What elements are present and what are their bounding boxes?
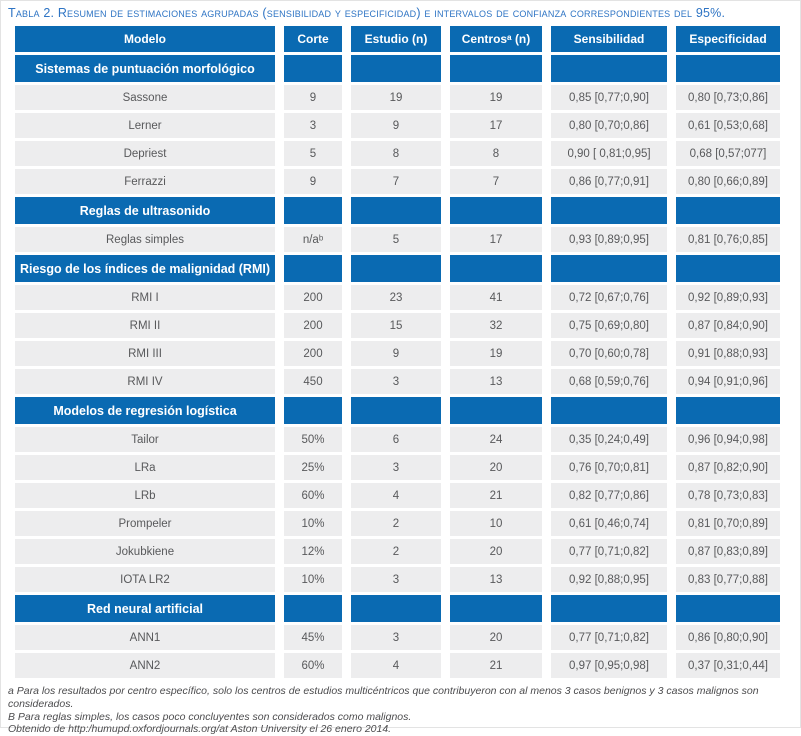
section-row (15, 255, 780, 282)
section-empty-cell (551, 197, 667, 224)
value-cell: 19 (450, 85, 542, 110)
section-empty-cell (450, 397, 542, 424)
value-cell: 3 (351, 567, 441, 592)
value-cell: 0,61 [0,46;0,74] (551, 511, 667, 536)
value-cell: 2 (351, 539, 441, 564)
model-cell: LRa (15, 455, 275, 480)
model-cell: ANN2 (15, 653, 275, 678)
value-cell: 10 (450, 511, 542, 536)
data-row (15, 169, 780, 194)
value-cell: 32 (450, 313, 542, 338)
value-cell: 0,76 [0,70;0,81] (551, 455, 667, 480)
value-cell: 41 (450, 285, 542, 310)
model-cell: LRb (15, 483, 275, 508)
model-cell: RMI III (15, 341, 275, 366)
value-cell: 0,96 [0,94;0,98] (676, 427, 780, 452)
data-row (15, 341, 780, 366)
value-cell: 12% (284, 539, 342, 564)
section-empty-cell (676, 197, 780, 224)
model-cell: RMI IV (15, 369, 275, 394)
table-title: Tabla 2. Resumen de estimaciones agrupadas (sensibilidad y especificidad) e intervalos de confianza correspondientes del 95%. (8, 6, 726, 20)
model-cell: Tailor (15, 427, 275, 452)
column-header-sensibilidad: Sensibilidad (551, 26, 667, 52)
section-label: Red neural artificial (15, 595, 275, 622)
section-empty-cell (676, 255, 780, 282)
data-row (15, 455, 780, 480)
footnotes (8, 685, 794, 736)
value-cell: 200 (284, 341, 342, 366)
column-header-centros: Centrosᵃ (n) (450, 26, 542, 52)
section-row (15, 55, 780, 82)
value-cell: 3 (351, 455, 441, 480)
value-cell: 0,92 [0,89;0,93] (676, 285, 780, 310)
column-header-corte: Corte (284, 26, 342, 52)
value-cell: 24 (450, 427, 542, 452)
data-row (15, 511, 780, 536)
value-cell: 21 (450, 653, 542, 678)
model-cell: Reglas simples (15, 227, 275, 252)
value-cell: 60% (284, 483, 342, 508)
results-table (6, 23, 789, 681)
section-label: Modelos de regresión logística (15, 397, 275, 424)
footnote-source: Obtenido de http:/humupd.oxfordjournals.org/at Aston University el 26 enero 2014. (8, 723, 392, 736)
column-header-especificidad: Especificidad (676, 26, 780, 52)
section-empty-cell (351, 197, 441, 224)
value-cell: 23 (351, 285, 441, 310)
model-cell: ANN1 (15, 625, 275, 650)
value-cell: 5 (284, 141, 342, 166)
value-cell: 0,77 [0,71;0,82] (551, 625, 667, 650)
header-row (15, 26, 780, 52)
section-empty-cell (284, 397, 342, 424)
value-cell: 0,87 [0,82;0,90] (676, 455, 780, 480)
value-cell: 10% (284, 511, 342, 536)
section-empty-cell (450, 595, 542, 622)
section-empty-cell (284, 595, 342, 622)
value-cell: 6 (351, 427, 441, 452)
section-empty-cell (450, 197, 542, 224)
value-cell: 60% (284, 653, 342, 678)
value-cell: 15 (351, 313, 441, 338)
section-empty-cell (551, 397, 667, 424)
section-label: Reglas de ultrasonido (15, 197, 275, 224)
column-header-modelo: Modelo (15, 26, 275, 52)
section-empty-cell (450, 55, 542, 82)
section-label: Riesgo de los índices de malignidad (RMI) (15, 255, 275, 282)
value-cell: 0,68 [0,57;077] (676, 141, 780, 166)
section-row (15, 397, 780, 424)
value-cell: 45% (284, 625, 342, 650)
data-row (15, 313, 780, 338)
value-cell: 2 (351, 511, 441, 536)
value-cell: 0,70 [0,60;0,78] (551, 341, 667, 366)
model-cell: Ferrazzi (15, 169, 275, 194)
section-empty-cell (551, 255, 667, 282)
section-empty-cell (676, 595, 780, 622)
value-cell: 8 (351, 141, 441, 166)
value-cell: 9 (351, 113, 441, 138)
value-cell: 13 (450, 567, 542, 592)
value-cell: 3 (351, 625, 441, 650)
section-row (15, 595, 780, 622)
value-cell: 0,78 [0,73;0,83] (676, 483, 780, 508)
value-cell: 9 (351, 341, 441, 366)
value-cell: 9 (284, 85, 342, 110)
value-cell: 4 (351, 653, 441, 678)
data-row (15, 539, 780, 564)
value-cell: 3 (284, 113, 342, 138)
value-cell: 0,68 [0,59;0,76] (551, 369, 667, 394)
value-cell: 0,80 [0,70;0,86] (551, 113, 667, 138)
value-cell: n/aᵇ (284, 227, 342, 252)
value-cell: 50% (284, 427, 342, 452)
value-cell: 0,87 [0,83;0,89] (676, 539, 780, 564)
value-cell: 200 (284, 285, 342, 310)
model-cell: RMI I (15, 285, 275, 310)
data-row (15, 427, 780, 452)
model-cell: Depriest (15, 141, 275, 166)
value-cell: 0,81 [0,70;0,89] (676, 511, 780, 536)
value-cell: 0,97 [0,95;0,98] (551, 653, 667, 678)
value-cell: 20 (450, 539, 542, 564)
data-row (15, 369, 780, 394)
section-label: Sistemas de puntuación morfológico (15, 55, 275, 82)
data-row (15, 625, 780, 650)
value-cell: 25% (284, 455, 342, 480)
value-cell: 21 (450, 483, 542, 508)
model-cell: Prompeler (15, 511, 275, 536)
section-empty-cell (284, 55, 342, 82)
value-cell: 0,85 [0,77;0,90] (551, 85, 667, 110)
data-row (15, 227, 780, 252)
value-cell: 0,90 [ 0,81;0,95] (551, 141, 667, 166)
value-cell: 9 (284, 169, 342, 194)
value-cell: 0,87 [0,84;0,90] (676, 313, 780, 338)
section-empty-cell (551, 55, 667, 82)
value-cell: 0,93 [0,89;0,95] (551, 227, 667, 252)
value-cell: 0,75 [0,69;0,80] (551, 313, 667, 338)
value-cell: 0,77 [0,71;0,82] (551, 539, 667, 564)
data-row (15, 85, 780, 110)
value-cell: 3 (351, 369, 441, 394)
value-cell: 0,86 [0,80;0,90] (676, 625, 780, 650)
value-cell: 7 (351, 169, 441, 194)
section-empty-cell (450, 255, 542, 282)
footnote-a: a Para los resultados por centro específico, solo los centros de estudios multicéntricos que contribuyeron con al menos 3 casos benignos y 3 casos malignos son considerados. (8, 685, 759, 710)
value-cell: 200 (284, 313, 342, 338)
value-cell: 8 (450, 141, 542, 166)
value-cell: 17 (450, 227, 542, 252)
value-cell: 0,86 [0,77;0,91] (551, 169, 667, 194)
value-cell: 0,91 [0,88;0,93] (676, 341, 780, 366)
value-cell: 20 (450, 455, 542, 480)
value-cell: 0,94 [0,91;0,96] (676, 369, 780, 394)
value-cell: 0,61 [0,53;0,68] (676, 113, 780, 138)
model-cell: Lerner (15, 113, 275, 138)
footnote-b: B Para reglas simples, los casos poco concluyentes son considerados como malignos. (8, 710, 412, 723)
value-cell: 0,80 [0,73;0,86] (676, 85, 780, 110)
column-header-estudio: Estudio (n) (351, 26, 441, 52)
value-cell: 4 (351, 483, 441, 508)
value-cell: 0,92 [0,88;0,95] (551, 567, 667, 592)
value-cell: 450 (284, 369, 342, 394)
section-empty-cell (351, 55, 441, 82)
data-row (15, 141, 780, 166)
model-cell: IOTA LR2 (15, 567, 275, 592)
model-cell: Jokubkiene (15, 539, 275, 564)
value-cell: 13 (450, 369, 542, 394)
model-cell: Sassone (15, 85, 275, 110)
value-cell: 0,72 [0,67;0,76] (551, 285, 667, 310)
value-cell: 20 (450, 625, 542, 650)
value-cell: 0,80 [0,66;0,89] (676, 169, 780, 194)
section-empty-cell (351, 595, 441, 622)
model-cell: RMI II (15, 313, 275, 338)
data-row (15, 483, 780, 508)
data-row (15, 113, 780, 138)
section-empty-cell (676, 55, 780, 82)
value-cell: 17 (450, 113, 542, 138)
value-cell: 0,35 [0,24;0,49] (551, 427, 667, 452)
value-cell: 5 (351, 227, 441, 252)
value-cell: 19 (450, 341, 542, 366)
value-cell: 0,82 [0,77;0,86] (551, 483, 667, 508)
section-empty-cell (551, 595, 667, 622)
data-row (15, 285, 780, 310)
value-cell: 7 (450, 169, 542, 194)
data-row (15, 653, 780, 678)
section-row (15, 197, 780, 224)
value-cell: 10% (284, 567, 342, 592)
data-row (15, 567, 780, 592)
section-empty-cell (676, 397, 780, 424)
section-empty-cell (284, 255, 342, 282)
section-empty-cell (284, 197, 342, 224)
value-cell: 0,81 [0,76;0,85] (676, 227, 780, 252)
value-cell: 19 (351, 85, 441, 110)
value-cell: 0,83 [0,77;0,88] (676, 567, 780, 592)
value-cell: 0,37 [0,31;0,44] (676, 653, 780, 678)
section-empty-cell (351, 255, 441, 282)
section-empty-cell (351, 397, 441, 424)
table-header (15, 26, 780, 52)
table-body (15, 55, 780, 678)
